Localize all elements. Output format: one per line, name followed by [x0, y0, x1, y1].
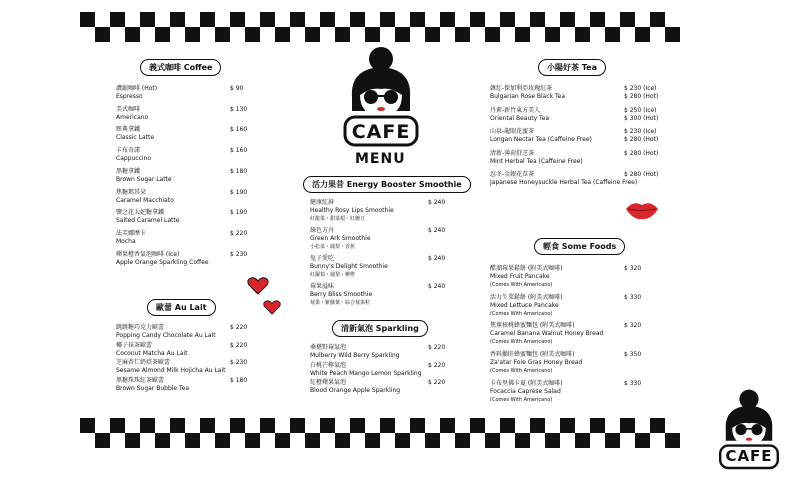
checker-square [215, 433, 230, 448]
item-name-zh: 濃縮咖啡 (Hot) [116, 85, 158, 92]
item-name-zh: 活力生菜鬆餅 (附美式咖啡) [490, 293, 563, 301]
item-note: 小松菜・鳳梨・香蕉 [310, 244, 356, 250]
price-value: $ 220 [428, 344, 446, 351]
price-value: $ 180 [230, 167, 248, 175]
checker-square [335, 433, 350, 448]
item-price [428, 283, 445, 291]
checker-square [260, 12, 275, 27]
item-name-en: Za'atar Foie Gras Honey Bread [490, 359, 583, 367]
item-name-en: Berry Bliss Smoothie [310, 291, 373, 298]
menu-item [490, 85, 565, 101]
item-name-en: Japanese Honeysuckle Herbal Tea (Caffeine Free) [490, 179, 638, 187]
heart-icon [247, 277, 269, 299]
item-name-zh: 椰子抹茶歐蕾 [116, 341, 153, 349]
checker-square [170, 418, 185, 433]
price-value: $ 160 [230, 147, 248, 155]
cafe-logo [336, 45, 426, 155]
item-price [624, 171, 658, 179]
price-value: $ 220 [428, 361, 446, 369]
checker-square [515, 433, 530, 448]
price-value: $ 230 (Ice) [624, 85, 657, 92]
menu-item [490, 322, 603, 346]
checker-square [410, 418, 425, 433]
checker-square [575, 27, 590, 42]
checker-square [245, 27, 260, 42]
lips-icon [625, 200, 659, 224]
menu-item [490, 380, 563, 404]
checker-square [485, 433, 500, 448]
item-name-en: Mixed Lettuce Pancake [490, 301, 559, 309]
foods-section-title: 輕食 Some Foods [534, 238, 625, 255]
menu-item [310, 199, 394, 223]
price-value: $ 300 (Hot) [624, 114, 659, 122]
price-value: $ 220 [230, 229, 248, 237]
item-price [428, 362, 445, 370]
checker-square [125, 27, 140, 42]
item-note: 莓果・紫蘇葉・綜合莓果粒 [310, 300, 371, 306]
item-name-en: White Peach Mango Lemon Sparkling [310, 369, 422, 377]
item-price [230, 209, 247, 217]
checker-square [665, 433, 680, 448]
checker-square [245, 433, 260, 448]
menu-item [116, 377, 189, 393]
checker-band-bottom [80, 418, 688, 448]
item-name-en: Popping Candy Chocolate Au Lait [116, 332, 216, 339]
checker-square [290, 12, 305, 27]
price-value: $ 330 [624, 379, 642, 387]
menu-title: MENU [355, 151, 406, 167]
menu-item [490, 171, 637, 187]
item-name-zh: 清新-薄荷舒芝茶 [490, 149, 535, 157]
price-value: $ 190 [230, 209, 248, 217]
item-price [624, 107, 658, 123]
checker-square [545, 27, 560, 42]
checker-square [425, 433, 440, 448]
item-name-zh: 跳跳糖巧克力歐蕾 [116, 324, 165, 331]
checker-square [230, 418, 245, 433]
item-name-en: Mocha [116, 237, 136, 245]
checker-square [230, 12, 245, 27]
menu-item [310, 227, 371, 251]
price-value: $ 230 (Ice) [624, 128, 657, 136]
item-name-en: Green Ark Smoothie [310, 235, 371, 242]
item-name-zh: 莓果溢味 [310, 283, 335, 290]
checker-square [410, 12, 425, 27]
item-price [624, 265, 641, 273]
price-value: $ 230 [230, 359, 248, 367]
price-value: $ 320 [624, 322, 642, 330]
checker-square [455, 433, 470, 448]
menu-item [116, 189, 174, 205]
item-name-zh: 忍冬-金銀花草茶 [490, 171, 535, 179]
item-price [428, 227, 445, 235]
checker-square [605, 433, 620, 448]
price-value: $ 280 (Hot) [624, 171, 659, 179]
item-price [624, 128, 658, 144]
checker-square [350, 418, 365, 433]
cafe-brand-text: CAFE [351, 121, 411, 143]
menu-item [310, 362, 422, 378]
checker-square [425, 27, 440, 42]
item-price [428, 344, 445, 352]
menu-item [116, 126, 154, 142]
price-value: $ 250 (Ice) [624, 106, 657, 114]
price-value: $ 220 [230, 324, 248, 331]
checker-square [185, 433, 200, 448]
menu-item [310, 283, 372, 307]
checker-square [485, 27, 500, 42]
menu-item [116, 324, 216, 340]
price-value: $ 240 [428, 283, 446, 290]
checker-square [335, 27, 350, 42]
item-price [624, 322, 641, 330]
checker-square [365, 27, 380, 42]
menu-item [310, 344, 400, 360]
price-value: $ 280 (Hot) [624, 93, 659, 100]
item-price [428, 199, 445, 207]
checker-square [215, 27, 230, 42]
item-note: (Comes With Americano) [490, 310, 553, 317]
checker-square [650, 418, 665, 433]
menu-item [310, 379, 400, 395]
menu-item [116, 106, 148, 122]
item-name-zh: 經典拿鐵 [116, 126, 141, 134]
item-name-zh: 黑糖拿鐵 [116, 167, 141, 175]
item-name-en: Mulberry Wild Berry Sparkling [310, 352, 400, 359]
item-name-zh: 芝麻杏仁奶焙茶歐蕾 [116, 359, 171, 367]
menu-item [490, 294, 563, 318]
item-name-en: Classic Latte [116, 134, 155, 142]
price-value: $ 220 [230, 341, 248, 349]
checker-square [140, 418, 155, 433]
checker-square [470, 418, 485, 433]
checker-square [260, 418, 275, 433]
checker-square [170, 12, 185, 27]
item-name-zh: 紅橙蘋果氣泡 [310, 379, 347, 387]
price-value: $ 220 [428, 379, 446, 387]
item-name-zh: 鹽之花太妃糖拿鐵 [116, 209, 165, 217]
price-value: $ 280 (Hot) [624, 149, 659, 157]
checker-square [275, 27, 290, 42]
price-value: $ 240 [428, 227, 446, 234]
item-name-zh: 卡布奇諾 [116, 147, 141, 155]
menu-item [116, 168, 172, 184]
item-name-en: Blood Orange Apple Sparkling [310, 387, 401, 395]
menu-item [116, 147, 151, 163]
checker-square [620, 12, 635, 27]
checker-square [290, 418, 305, 433]
price-value: $ 230 [230, 250, 248, 258]
item-name-zh: 黑糖珠珠紅茶歐蕾 [116, 376, 165, 384]
item-name-en: Espresso [116, 93, 143, 100]
item-name-zh: 健康紅唇 [310, 199, 335, 206]
item-note: 紅龍果・甜菜根・紅腰豆 [310, 216, 366, 222]
price-value: $ 320 [624, 265, 642, 272]
checker-square [185, 27, 200, 42]
item-name-zh: 蘋果橙香氣泡咖啡 (Ice) [116, 250, 180, 258]
checker-square [395, 27, 410, 42]
checker-square [470, 12, 485, 27]
price-value: $ 240 [428, 199, 446, 206]
checker-square [440, 418, 455, 433]
item-price [230, 359, 247, 367]
item-price [428, 379, 445, 387]
item-name-en: Caramel Banana Walnut Honey Bread [490, 330, 604, 338]
checker-square [590, 418, 605, 433]
checker-square [305, 433, 320, 448]
item-price [230, 230, 247, 238]
checker-square [560, 418, 575, 433]
item-price [624, 150, 658, 158]
checker-square [500, 12, 515, 27]
checker-square [575, 433, 590, 448]
item-price [230, 377, 247, 385]
checker-square [80, 12, 95, 27]
item-price [428, 255, 445, 263]
item-name-en: Longan Nectar Tea (Caffeine Free) [490, 136, 592, 144]
menu-item [490, 351, 582, 375]
item-name-zh: 白桃芒檸氣泡 [310, 361, 347, 369]
menu-item [116, 209, 179, 225]
item-name-en: Cappuccino [116, 155, 152, 163]
item-price [230, 106, 247, 114]
checker-square [395, 433, 410, 448]
coffee-section-title: 義式咖啡 Coffee [140, 59, 221, 76]
item-name-zh: 美式咖啡 [116, 105, 141, 113]
item-price [230, 85, 243, 93]
checker-band-top [80, 12, 688, 42]
checker-square [455, 27, 470, 42]
item-name-en: Healthy Rosy Lips Smoothie [310, 207, 394, 214]
item-price [230, 342, 247, 350]
price-value: $ 350 [624, 351, 642, 359]
checker-square [155, 433, 170, 448]
item-name-zh: 綠色方舟 [310, 227, 335, 234]
cafe-brand-text-corner: CAFE [725, 447, 773, 465]
checker-square [605, 27, 620, 42]
checker-square [320, 12, 335, 27]
checker-square [95, 27, 110, 42]
item-price [624, 380, 641, 388]
menu-item [116, 359, 226, 375]
item-name-en: Apple Orange Sparkling Coffee [116, 258, 209, 266]
checker-square [530, 12, 545, 27]
checker-square [155, 27, 170, 42]
item-name-en: Mint Herbal Tea (Caffeine Free) [490, 157, 583, 165]
item-name-zh: 法芙娜摩卡 [116, 229, 147, 237]
menu-item [490, 107, 549, 123]
checker-square [620, 418, 635, 433]
menu-item [116, 230, 146, 246]
checker-square [545, 433, 560, 448]
checker-square [140, 12, 155, 27]
item-price [624, 85, 658, 101]
price-value: $ 190 [230, 188, 248, 196]
checker-square [110, 12, 125, 27]
item-price [230, 168, 247, 176]
item-note: 紅蘿蔔・鳳梨・柳橙 [310, 272, 356, 278]
smoothie-section-title: 活力果昔 Energy Booster Smoothie [303, 176, 471, 193]
menu-item [116, 85, 157, 101]
item-name-en: Bunny's Delight Smoothie [310, 263, 388, 270]
item-note: (Comes With Americano) [490, 396, 553, 403]
checker-square [110, 418, 125, 433]
checker-square [635, 433, 650, 448]
checker-square [320, 418, 335, 433]
item-name-zh: 桑椹野莓氣泡 [310, 344, 347, 351]
cafe-logo-corner [713, 385, 785, 479]
item-name-en: Coconut Matcha Au Lait [116, 349, 188, 357]
item-name-zh: 焦蕉核桃蜂蜜麵包 (附美式咖啡) [490, 322, 575, 330]
checker-square [590, 12, 605, 27]
checker-square [200, 418, 215, 433]
item-note: (Comes With Americano) [490, 339, 553, 346]
checker-square [500, 418, 515, 433]
item-price [624, 351, 641, 359]
item-name-zh: 韓紅-保加利亞玫瑰紅茶 [490, 85, 553, 92]
item-name-en: Sesame Almond Milk Hojicha Au Lait [116, 367, 226, 375]
checker-square [380, 12, 395, 27]
checker-square [95, 433, 110, 448]
item-name-zh: 兔子愛吃 [310, 255, 335, 262]
item-name-zh: 卡布里佛卡夏 (附美式咖啡) [490, 379, 563, 387]
checker-square [635, 27, 650, 42]
price-value: $ 240 [428, 255, 446, 262]
checker-square [365, 433, 380, 448]
checker-square [560, 12, 575, 27]
price-value: $ 160 [230, 126, 248, 134]
tea-section-title: 小陽好茶 Tea [538, 59, 606, 76]
item-price [230, 147, 247, 155]
item-price [230, 189, 247, 197]
menu-item [490, 150, 583, 166]
menu-item [116, 251, 209, 267]
checker-square [350, 12, 365, 27]
item-name-zh: 醋溜莓果鬆餅 (附美式咖啡) [490, 265, 563, 272]
price-value: $ 90 [230, 85, 244, 92]
item-name-en: Bulgarian Rose Black Tea [490, 93, 566, 100]
item-name-en: Salted Caramel Latte [116, 217, 180, 225]
checker-square [305, 27, 320, 42]
price-value: $ 280 (Hot) [624, 136, 659, 144]
aulait-section-title: 歐蕾 Au Lait [147, 299, 216, 316]
checker-square [530, 418, 545, 433]
item-price [230, 126, 247, 134]
item-name-en: Brown Sugar Bubble Tea [116, 384, 190, 392]
item-name-en: Focaccia Caprese Salad [490, 387, 561, 395]
heart-icon [263, 300, 281, 319]
checker-square [200, 12, 215, 27]
sparkling-section-title: 清新氣泡 Sparkling [332, 320, 428, 337]
checker-square [380, 418, 395, 433]
checker-square [665, 27, 680, 42]
item-name-zh: 焦糖瑪其朵 [116, 188, 147, 196]
item-price [230, 324, 247, 332]
item-name-en: Brown Sugar Latte [116, 175, 172, 183]
price-value: $ 180 [230, 376, 248, 384]
menu-item [490, 265, 563, 289]
item-name-zh: 山泉-龍眼花蜜茶 [490, 128, 535, 136]
checker-square [515, 27, 530, 42]
price-value: $ 330 [624, 293, 642, 301]
item-name-en: Mixed Fruit Pancake [490, 273, 550, 280]
menu-item [310, 255, 388, 279]
checker-square [440, 12, 455, 27]
checker-square [650, 12, 665, 27]
menu-item [490, 128, 592, 144]
price-value: $ 130 [230, 105, 248, 113]
item-price [624, 294, 641, 302]
item-note: (Comes With Americano) [490, 282, 553, 288]
checker-square [80, 418, 95, 433]
item-note: (Comes With Americano) [490, 368, 553, 375]
item-name-zh: 香料鵝肝蜂蜜麵包 (附美式咖啡) [490, 351, 575, 359]
checker-square [125, 433, 140, 448]
item-name-en: Oriental Beauty Tea [490, 114, 550, 122]
item-price [230, 251, 247, 259]
item-name-en: Caramel Macchiato [116, 196, 174, 204]
menu-item [116, 342, 187, 358]
item-name-zh: 丹素-新竹東方美人 [490, 106, 541, 114]
item-name-en: Americano [116, 113, 149, 121]
checker-square [275, 433, 290, 448]
